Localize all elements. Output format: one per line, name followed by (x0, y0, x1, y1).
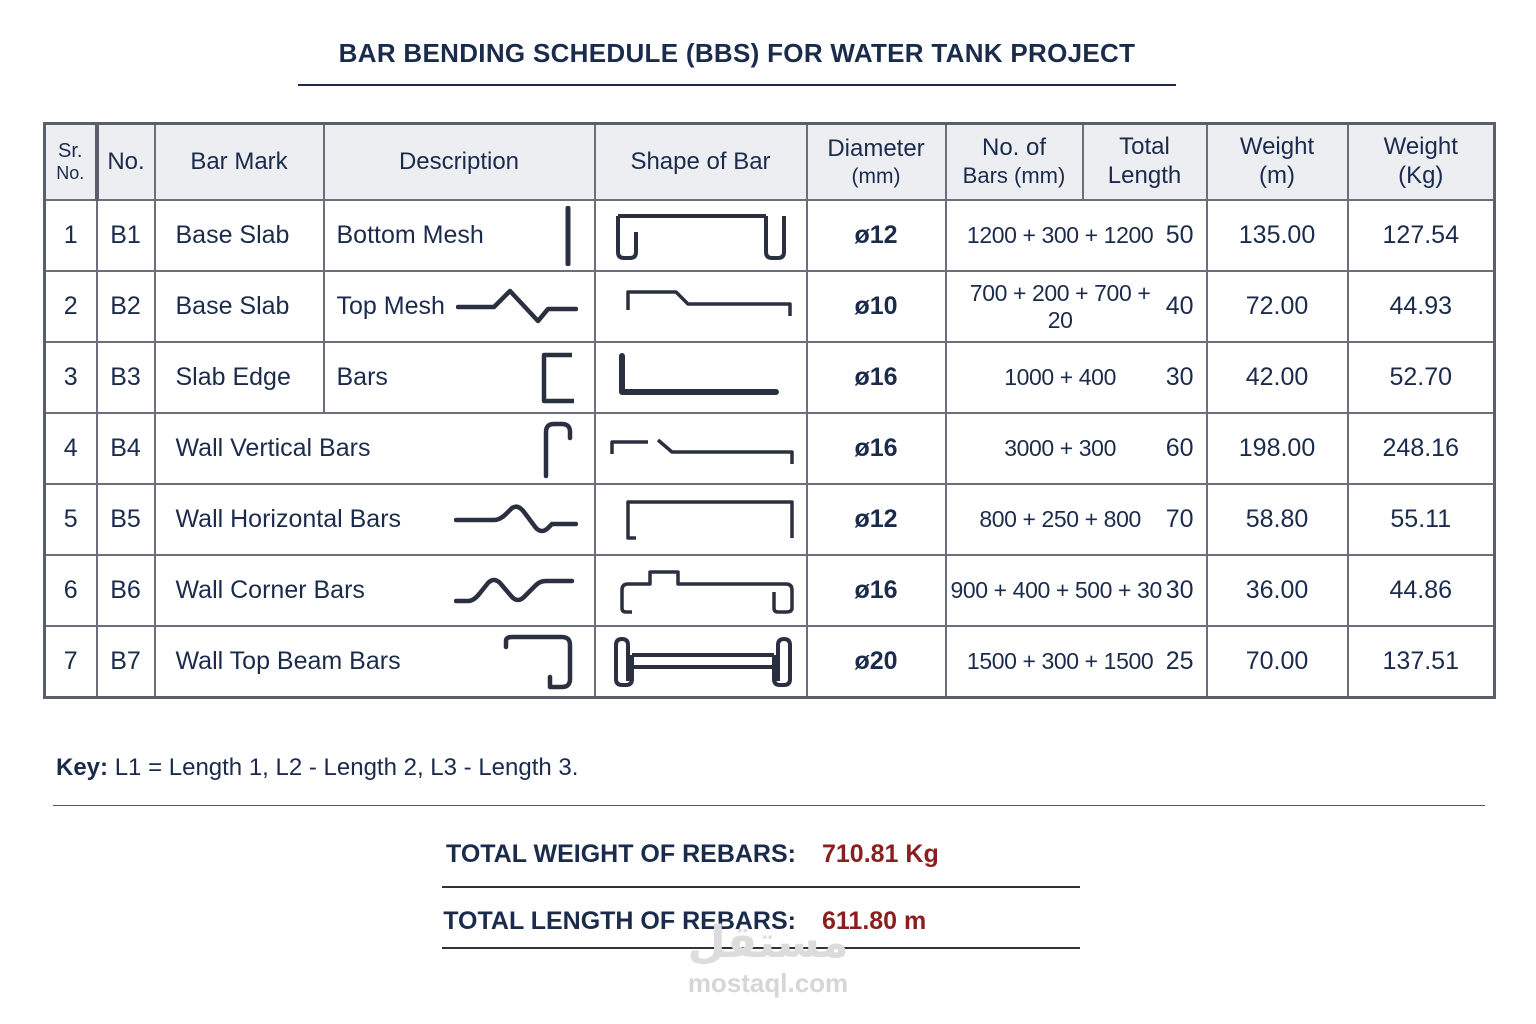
page-title: BAR BENDING SCHEDULE (BBS) FOR WATER TANK PROJECT (338, 38, 1136, 68)
cell-sr: 2 (45, 271, 97, 342)
cell-total-length (946, 555, 1207, 626)
header-weight-m-line2: (m) (1259, 162, 1295, 189)
corner-bar-shape-icon (606, 562, 796, 620)
cell-sr: 4 (45, 413, 97, 484)
cell-diameter: ø10 (807, 271, 946, 342)
num-bars: 70 (1165, 505, 1194, 533)
cell-weight-m: 58.80 (1207, 484, 1348, 555)
cell-bar-mark (155, 484, 595, 555)
u-hook-bar-shape-icon (606, 208, 796, 264)
header-diameter-line2: (mm) (851, 164, 901, 188)
double-hook-bar-shape-icon (606, 635, 796, 689)
bent-bar-shape-icon (606, 424, 796, 474)
cell-no: B7 (97, 626, 155, 698)
cell-weight-m: 36.00 (1207, 555, 1348, 626)
cell-weight-kg: 44.93 (1348, 271, 1495, 342)
total-weight-label: TOTAL WEIGHT OF REBARS: (446, 839, 796, 868)
bar-mark-text: Wall Top Beam Bars (175, 647, 401, 675)
bar-mark-text: Wall Vertical Bars (175, 434, 371, 462)
header-description: Description (324, 124, 595, 201)
cell-weight-m: 70.00 (1207, 626, 1348, 698)
crank-bar-icon (456, 285, 578, 329)
cell-weight-m: 198.00 (1207, 413, 1348, 484)
cell-no: B2 (97, 271, 155, 342)
bar-mark-text: Wall Horizontal Bars (175, 505, 402, 533)
cell-sr: 7 (45, 626, 97, 698)
cell-bar-mark (155, 555, 595, 626)
table-row (45, 413, 1495, 484)
watermark-latin: mostaql.com (687, 968, 849, 998)
cell-no: B4 (97, 413, 155, 484)
j-hook-bar-icon (502, 633, 578, 691)
length-calc: 700 + 200 + 700 + 20 (969, 279, 1151, 333)
cell-diameter: ø16 (807, 413, 946, 484)
cell-no: B6 (97, 555, 155, 626)
bar-mark-text: Wall Corner Bars (175, 576, 365, 604)
length-calc: 900 + 400 + 500 + 30 (950, 577, 1162, 603)
total-weight (442, 834, 1080, 874)
key-divider (53, 805, 1485, 806)
cell-weight-m: 72.00 (1207, 271, 1348, 342)
header-sr-line2: No. (56, 163, 85, 184)
title-underline (298, 84, 1176, 86)
length-calc: 1200 + 300 + 1200 (966, 222, 1154, 248)
key-text: L1 = Length 1, L2 - Length 2, L3 - Length 3. (114, 754, 579, 781)
cell-description (324, 200, 595, 271)
header-diameter-line1: Diameter (827, 135, 925, 162)
cell-shape (595, 555, 807, 626)
header-nbars-line2: Bars (mm) (962, 163, 1066, 189)
table-row (45, 271, 1495, 342)
cell-total-length (946, 413, 1207, 484)
cell-bar-mark (155, 626, 595, 698)
length-calc: 800 + 250 + 800 (979, 506, 1141, 532)
cell-total-length (946, 484, 1207, 555)
cell-diameter: ø16 (807, 342, 946, 413)
cell-sr: 6 (45, 555, 97, 626)
table-row (45, 626, 1495, 698)
cell-shape (595, 271, 807, 342)
length-calc: 1000 + 400 (1004, 364, 1116, 390)
cell-shape (595, 484, 807, 555)
cell-shape (595, 200, 807, 271)
key-note (56, 754, 578, 782)
num-bars: 30 (1165, 363, 1194, 391)
num-bars: 30 (1165, 576, 1194, 604)
cell-shape (595, 626, 807, 698)
table-row (45, 200, 1495, 271)
cell-weight-kg: 44.86 (1348, 555, 1495, 626)
cell-diameter: ø12 (807, 200, 946, 271)
cell-bar-mark: Base Slab (155, 271, 324, 342)
cell-weight-kg: 52.70 (1348, 342, 1495, 413)
description-text: Top Mesh (336, 292, 445, 320)
cell-bar-mark: Slab Edge (155, 342, 324, 413)
cell-weight-kg: 55.11 (1348, 484, 1495, 555)
hooked-bar-icon (538, 418, 578, 480)
cell-bar-mark: Base Slab (155, 200, 324, 271)
cell-bar-mark (155, 413, 595, 484)
cell-sr: 5 (45, 484, 97, 555)
cell-diameter: ø20 (807, 626, 946, 698)
num-bars: 50 (1165, 221, 1194, 249)
bbs-table (43, 122, 1496, 699)
description-text: Bars (336, 363, 388, 391)
cell-diameter: ø16 (807, 555, 946, 626)
header-total-line1: Total (1119, 133, 1170, 161)
length-calc: 1500 + 300 + 1500 (966, 648, 1154, 674)
l-bar-icon (538, 351, 578, 405)
total-weight-value: 710.81 Kg (822, 839, 939, 868)
straight-bar-icon (558, 206, 578, 266)
table-header-row (45, 124, 1495, 201)
key-label: Key: (56, 754, 109, 781)
cell-weight-kg: 137.51 (1348, 626, 1495, 698)
cell-total-length (946, 200, 1207, 271)
header-weight-kg (1348, 124, 1495, 201)
cell-weight-m: 42.00 (1207, 342, 1348, 413)
sine-bar-icon (454, 571, 578, 611)
num-bars: 60 (1165, 434, 1194, 462)
num-bars: 40 (1165, 292, 1194, 320)
cell-description (324, 342, 595, 413)
cranked-bar-shape-icon (606, 282, 796, 332)
cell-no: B1 (97, 200, 155, 271)
num-bars: 25 (1165, 647, 1194, 675)
cell-total-length (946, 342, 1207, 413)
table-row (45, 555, 1495, 626)
header-sr-no (45, 124, 97, 201)
open-box-bar-shape-icon (606, 494, 796, 546)
header-bars-length (946, 124, 1207, 201)
header-weight-m-line1: Weight (1239, 133, 1315, 161)
header-weight-m (1207, 124, 1348, 201)
header-no: No. (97, 124, 155, 201)
length-calc: 3000 + 300 (1004, 435, 1116, 461)
cell-diameter: ø12 (807, 484, 946, 555)
header-weight-kg-line1: Weight (1383, 133, 1458, 161)
cell-sr: 1 (45, 200, 97, 271)
description-text: Bottom Mesh (336, 221, 484, 249)
header-nbars-line1: No. of (981, 134, 1047, 162)
watermark (668, 918, 868, 999)
wave-bar-icon (454, 500, 578, 540)
watermark-arabic: مستقل (687, 918, 849, 967)
header-bar-mark: Bar Mark (155, 124, 324, 201)
total-weight-rule (442, 886, 1080, 888)
cell-no: B5 (97, 484, 155, 555)
header-diameter (807, 124, 946, 201)
cell-sr: 3 (45, 342, 97, 413)
cell-weight-kg: 127.54 (1348, 200, 1495, 271)
cell-no: B3 (97, 342, 155, 413)
cell-shape (595, 342, 807, 413)
l-bend-bar-shape-icon (606, 352, 796, 404)
header-sr-line1: Sr. (58, 140, 83, 163)
table-row (45, 342, 1495, 413)
total-length-value: 611.80 m (822, 906, 927, 935)
cell-total-length (946, 271, 1207, 342)
cell-shape (595, 413, 807, 484)
header-total-line2: Length (1107, 162, 1182, 189)
cell-total-length (946, 626, 1207, 698)
header-weight-kg-line2: (Kg) (1398, 162, 1444, 189)
table-row (45, 484, 1495, 555)
cell-description (324, 271, 595, 342)
cell-weight-m: 135.00 (1207, 200, 1348, 271)
header-shape: Shape of Bar (595, 124, 807, 201)
total-length-label: TOTAL LENGTH OF REBARS: (443, 906, 796, 935)
cell-weight-kg: 248.16 (1348, 413, 1495, 484)
